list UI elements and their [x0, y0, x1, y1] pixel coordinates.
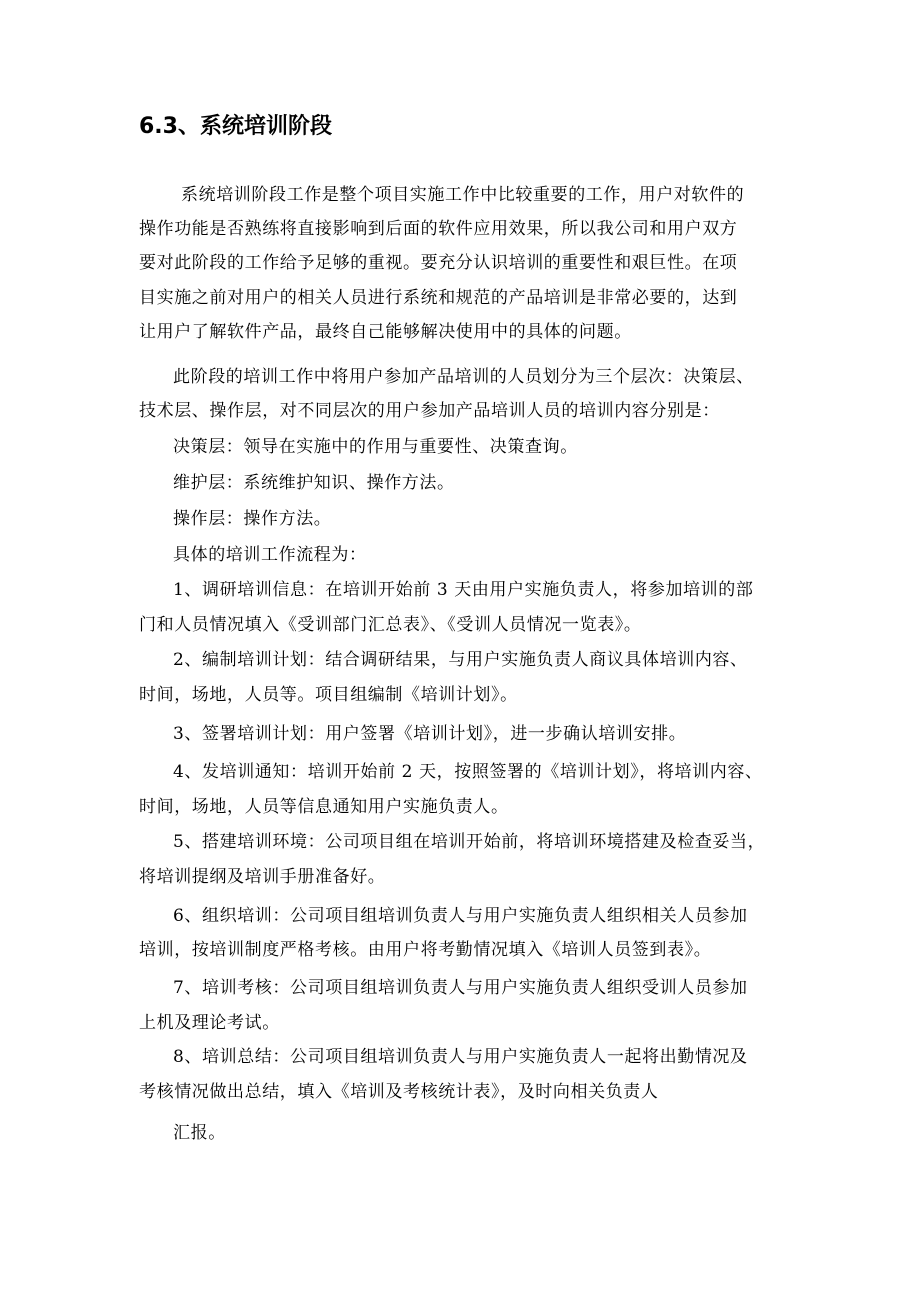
list-item-line: 培训，按培训制度严格考核。由用户将考勤情况填入《培训人员签到表》。	[139, 940, 712, 960]
paragraph-line: 系统培训阶段工作是整个项目实施工作中比较重要的工作，用户对软件的	[181, 185, 745, 205]
list-item-line: 3、签署培训计划：用户签署《培训计划》，进一步确认培训安排。	[173, 724, 687, 744]
paragraph-line: 操作功能是否熟练将直接影响到后面的软件应用效果，所以我公司和用户双方	[139, 219, 738, 239]
paragraph-line: 要对此阶段的工作给予足够的重视。要充分认识培训的重要性和艰巨性。在项	[139, 253, 738, 273]
list-item-line: 6、组织培训：公司项目组培训负责人与用户实施负责人组织相关人员参加	[173, 906, 748, 926]
paragraph-line: 目实施之前对用户的相关人员进行系统和规范的产品培训是非常必要的，达到	[139, 288, 738, 308]
paragraph-line: 维护层：系统维护知识、操作方法。	[173, 473, 455, 493]
list-item-line: 5、搭建培训环境：公司项目组在培训开始前，将培训环境搭建及检查妥当，	[173, 832, 766, 852]
list-item-line: 时间，场地，人员等信息通知用户实施负责人。	[139, 797, 509, 817]
list-item-line: 门和人员情况填入《受训部门汇总表》、《受训人员情况一览表》。	[139, 615, 642, 635]
list-item-line: 7、培训考核：公司项目组培训负责人与用户实施负责人组织受训人员参加	[173, 978, 748, 998]
list-item-line: 考核情况做出总结，填入《培训及考核统计表》，及时向相关负责人	[139, 1082, 659, 1102]
list-item-line: 上机及理论考试。	[139, 1013, 280, 1033]
list-item-line: 2、编制培训计划：结合调研结果，与用户实施负责人商议具体培训内容、	[173, 650, 748, 670]
paragraph-line: 操作层：操作方法。	[173, 509, 332, 529]
paragraph-line: 此阶段的培训工作中将用户参加产品培训的人员划分为三个层次：决策层、	[173, 367, 754, 387]
list-item-line: 8、培训总结：公司项目组培训负责人与用户实施负责人一起将出勤情况及	[173, 1047, 748, 1067]
list-item-line: 将培训提纲及培训手册准备好。	[139, 867, 386, 887]
list-item-line: 汇报。	[173, 1123, 226, 1143]
paragraph-line: 技术层、操作层，对不同层次的用户参加产品培训人员的培训内容分别是：	[139, 401, 720, 421]
paragraph-line: 让用户了解软件产品，最终自己能够解决使用中的具体的问题。	[139, 322, 632, 342]
list-item-line: 4、发培训通知：培训开始前 2 天，按照签署的《培训计划》，将培训内容、	[173, 762, 763, 782]
list-item-line: 1、调研培训信息：在培训开始前 3 天由用户实施负责人，将参加培训的部	[173, 580, 754, 600]
list-item-line: 时间，场地，人员等。项目组编制《培训计划》。	[139, 685, 518, 705]
section-heading: 6.3、系统培训阶段	[139, 114, 332, 139]
paragraph-line: 具体的培训工作流程为：	[173, 545, 367, 565]
paragraph-line: 决策层：领导在实施中的作用与重要性、决策查询。	[173, 437, 578, 457]
